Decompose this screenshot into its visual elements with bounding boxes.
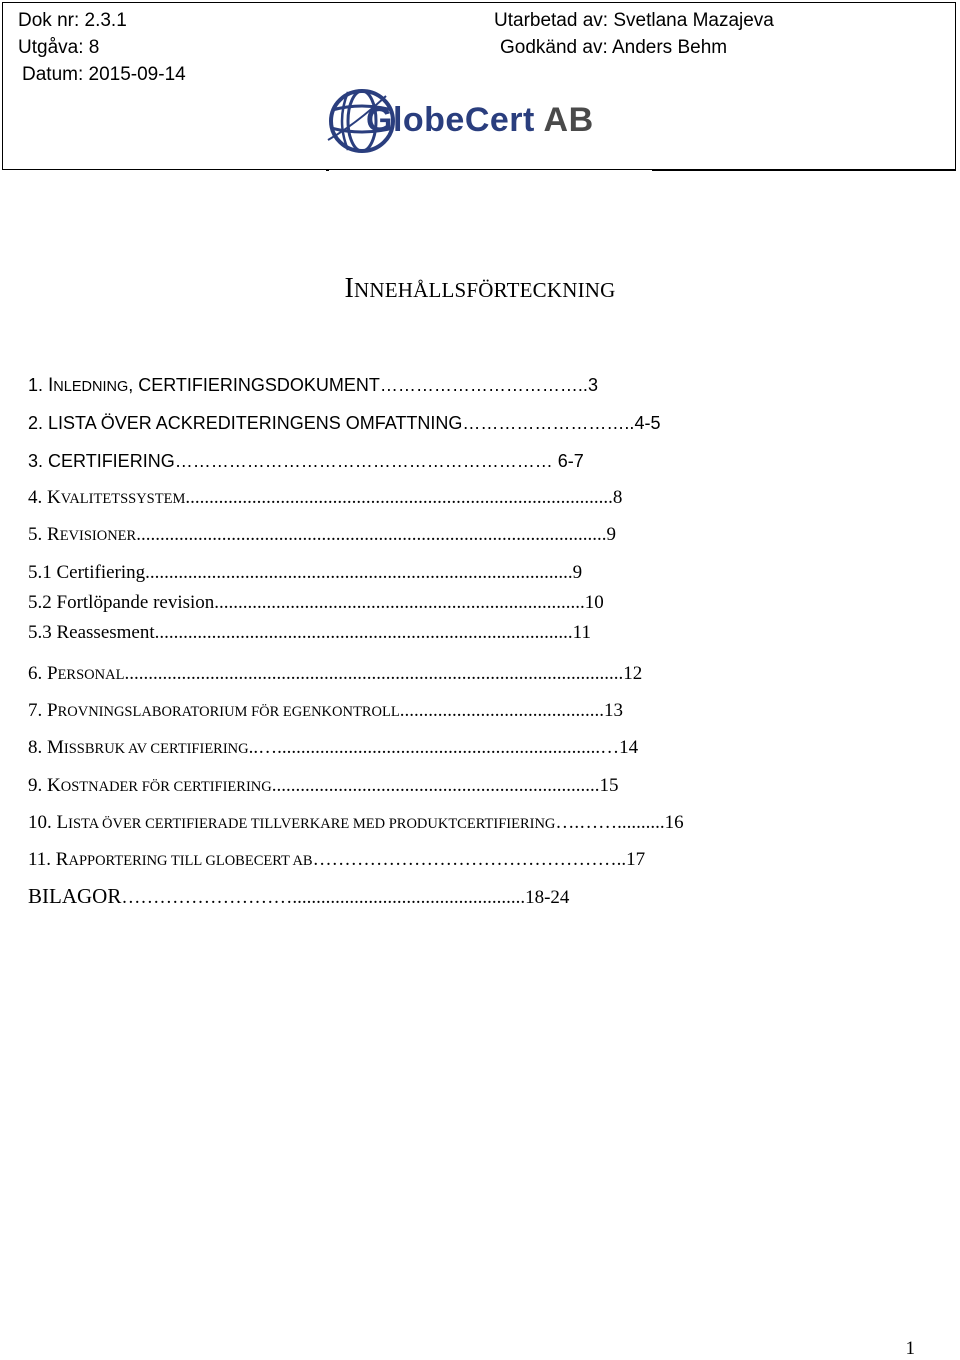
toc-entry-page: 12 — [623, 663, 643, 684]
toc-entry-number: 4. — [28, 487, 47, 508]
logo-rule-right — [652, 169, 956, 171]
toc-entry-page: 16 — [664, 812, 684, 833]
toc-entry-initial: K — [47, 775, 61, 796]
toc-entry-number: 6. — [28, 663, 47, 684]
globecert-logo — [326, 84, 636, 158]
doc-number: Dok nr: 2.3.1 — [18, 10, 127, 31]
toc-title-initial: I — [344, 273, 354, 304]
toc-entry-leader: ……………………………………………………… — [174, 451, 558, 471]
toc-entry-title: EVISIONER — [59, 528, 137, 544]
toc-entry-number: 1. — [28, 375, 49, 395]
toc-entry-page: 8 — [612, 487, 623, 508]
logo-name: GlobeCert — [366, 101, 535, 139]
toc-entry-5[interactable] — [28, 523, 616, 548]
toc-entry-number: 7. — [28, 700, 47, 721]
toc-entry-5-3[interactable] — [28, 621, 591, 645]
prepared-by: Utarbetad av: Svetlana Mazajeva — [494, 10, 774, 31]
toc-entry-leader: ………………………................................................. — [121, 887, 526, 908]
toc-entry-11[interactable] — [28, 848, 645, 873]
toc-entry-initial: M — [47, 737, 64, 758]
toc-entry-initial: R — [47, 524, 60, 545]
toc-entry-4[interactable] — [28, 486, 622, 511]
toc-entry-title: VALITETSSYSTEM — [60, 491, 186, 507]
toc-entry-number: 9. — [28, 775, 47, 796]
toc-entry-page: 10 — [584, 592, 604, 613]
toc-title-rest: NNEHÅLLSFÖRTECKNING — [353, 278, 616, 302]
toc-entry-1[interactable] — [28, 373, 598, 399]
toc-entry-leader: ……………………….. — [462, 413, 635, 433]
toc-entry-page: 9 — [606, 524, 616, 545]
toc-entry-5-2[interactable] — [28, 591, 604, 615]
toc-entry-leader: ........................................................................................ — [154, 622, 573, 643]
toc-entry-title: BILAGOR — [28, 884, 122, 908]
toc-entry-number: 3. — [28, 451, 49, 471]
toc-entry-leader: .......................................................................................... — [145, 562, 573, 583]
toc-entry-title: NLEDNING — [53, 379, 129, 395]
toc-entry-2[interactable] — [28, 411, 660, 435]
toc-entry-title: ERSONAL — [57, 667, 125, 683]
toc-entry-number: 2. — [28, 413, 49, 433]
logo-rule-left — [326, 169, 329, 171]
toc-entry-initial: K — [47, 487, 61, 508]
toc-entry-page: 13 — [603, 700, 623, 721]
toc-entry-page: 6-7 — [557, 451, 584, 471]
toc-entry-title: ROVNINGSLABORATORIUM FÖR EGENKONTROLL — [57, 704, 400, 720]
toc-entry-initial: I — [48, 375, 54, 396]
toc-entry-6[interactable] — [28, 662, 642, 687]
toc-entry-initial: R — [55, 849, 69, 870]
toc-entry-title: 5.2 Fortlöpande revision — [28, 592, 215, 613]
toc-entry-page: 17 — [626, 849, 646, 870]
toc-entry-leader: ......................................................................................................... — [124, 663, 624, 684]
toc-entry-leader: ..................................................................... — [271, 775, 600, 796]
toc-entry-number: 5. — [28, 524, 47, 545]
toc-entry-initial: P — [47, 663, 58, 684]
toc-entry-7[interactable] — [28, 699, 623, 724]
toc-entry-page: 14 — [619, 737, 639, 758]
date: Datum: 2015-09-14 — [22, 64, 186, 85]
toc-entry-bilagor[interactable] — [28, 884, 569, 910]
toc-entry-title: CERTIFIERING — [48, 451, 175, 471]
toc-entry-page: 4-5 — [634, 413, 661, 433]
toc-entry-title: ISTA ÖVER CERTIFIERADE TILLVERKARE MED PRODUKTCERTIFIERING — [68, 816, 556, 832]
toc-entry-title: APPORTERING TILL GLOBECERT AB — [68, 853, 313, 869]
toc-entry-leader: …………………………….. — [379, 375, 588, 395]
toc-entry-initial: P — [47, 700, 58, 721]
toc-entry-8[interactable] — [28, 736, 638, 761]
logo-suffix: AB — [534, 101, 594, 139]
toc-entry-number: 11. — [28, 849, 56, 870]
toc-entry-5-1[interactable] — [28, 561, 582, 585]
toc-entry-number: 8. — [28, 737, 47, 758]
toc-entry-title: OSTNADER FÖR CERTIFIERING — [60, 779, 272, 795]
toc-entry-page: 11 — [572, 622, 591, 643]
logo-wordmark — [366, 101, 594, 140]
toc-entry-title: ISSBRUK AV CERTIFIERING — [63, 741, 249, 757]
toc-entry-page: 18-24 — [525, 887, 570, 908]
approved-by: Godkänd av: Anders Behm — [500, 37, 728, 58]
toc-entry-leader: ................................................................................................... — [136, 524, 607, 545]
toc-entry-number: 10. — [28, 812, 57, 833]
toc-entry-leader: .............................................................................. — [214, 592, 585, 613]
toc-entry-title: 5.1 Certifiering — [28, 562, 146, 583]
toc-entry-leader: ………………………………………….. — [312, 849, 627, 870]
toc-entry-title: LISTA ÖVER ACKREDITERINGENS OMFATTNING — [48, 413, 463, 433]
toc-entry-leader: ..…....................................................................… — [248, 737, 620, 758]
toc-entry-page: 15 — [599, 775, 619, 796]
page-number: 1 — [905, 1338, 915, 1359]
toc-entry-initial: L — [56, 812, 69, 833]
edition: Utgåva: 8 — [18, 37, 100, 58]
toc-entry-3[interactable] — [28, 449, 584, 473]
toc-entry-title-tail: , CERTIFIERINGSDOKUMENT — [128, 375, 380, 395]
toc-entry-page: 9 — [572, 562, 583, 583]
toc-entry-page: 3 — [587, 375, 598, 395]
toc-entry-leader: .......................................................................................... — [185, 487, 613, 508]
toc-entry-leader: ........................................... — [399, 700, 604, 721]
toc-entry-title: 5.3 Reassesment — [28, 622, 155, 643]
toc-entry-10[interactable] — [28, 811, 684, 836]
toc-title — [0, 274, 960, 305]
toc-entry-leader: ….…….......... — [555, 812, 665, 833]
toc-entry-9[interactable] — [28, 774, 619, 799]
